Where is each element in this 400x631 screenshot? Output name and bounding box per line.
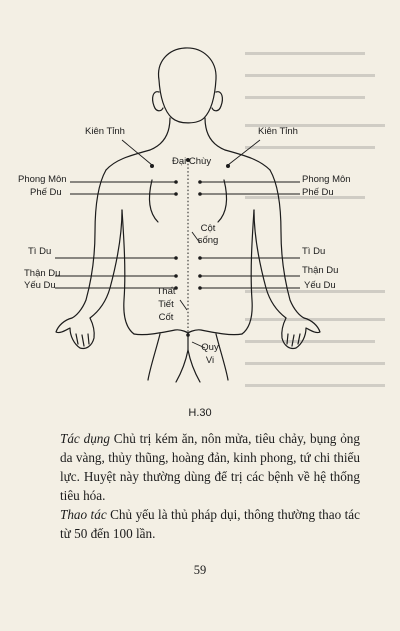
label-quy-vi-line2: Vi: [205, 355, 215, 366]
body-thao-tac: Chủ yếu là thủ pháp dụi, thông thường thao tác từ 50 đến 100 lần.: [60, 507, 361, 541]
label-than-du-left: Thận Du: [24, 268, 61, 279]
label-dai-chuy: Đại Chùy: [172, 156, 212, 167]
label-phong-mon-left: Phong Môn: [18, 174, 67, 185]
label-phong-mon-right: Phong Môn: [302, 174, 351, 185]
label-than-du-right: Thận Du: [302, 265, 339, 276]
label-phe-du-left: Phế Du: [30, 187, 62, 198]
label-that-tiet-cot-line2: Tiết: [158, 299, 174, 310]
body-tac-dung: Chủ trị kém ăn, nôn mửa, tiêu chảy, bụng ỏng da vàng, thủy thũng, hoàng đản, kinh phong, tứ chi thiếu lực. Huyệt này thường dùng để trị các bệnh về hệ thống tiêu hóa.: [60, 431, 360, 503]
label-that-tiet-cot-line3: Cốt: [158, 312, 174, 323]
paragraph-thao-tac: [60, 505, 360, 543]
paragraph-tac-dung: [60, 429, 360, 505]
page-number: 59: [193, 563, 207, 577]
label-quy-vi-line1: Quy: [201, 342, 219, 353]
figure-caption: H.30: [188, 407, 212, 419]
label-phe-du-right: Phế Du: [302, 187, 334, 198]
label-cot-song-line1: Cột: [200, 223, 216, 234]
label-ti-du-left: Tì Du: [28, 246, 52, 257]
label-kien-tinh-right: Kiên Tỉnh: [258, 126, 298, 137]
label-kien-tinh-left: Kiên Tỉnh: [85, 126, 125, 137]
label-that-tiet-cot-line1: Thất: [156, 286, 176, 297]
label-yeu-du-right: Yếu Du: [304, 280, 336, 291]
term-tac-dung: Tác dụng: [60, 431, 110, 446]
label-ti-du-right: Tì Du: [302, 246, 326, 257]
label-cot-song-line2: sống: [197, 235, 219, 246]
term-thao-tac: Thao tác: [60, 507, 107, 522]
label-yeu-du-left: Yếu Du: [24, 280, 56, 291]
